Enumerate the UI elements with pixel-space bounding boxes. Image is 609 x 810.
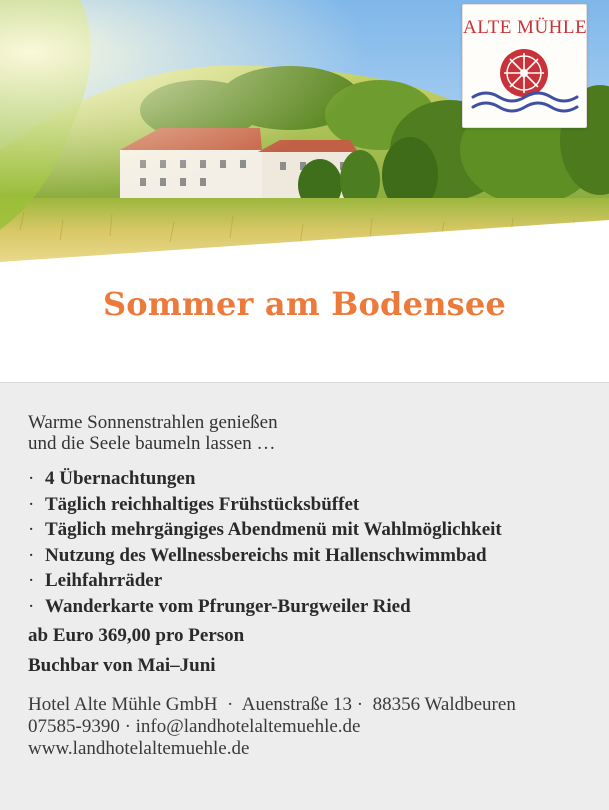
contact-line-phone-email [28, 716, 516, 738]
list-item [28, 466, 502, 492]
company-name: Hotel Alte Mühle GmbH [28, 694, 218, 715]
intro-line-1: Warme Sonnenstrahlen genießen [28, 412, 278, 433]
intro-line-2: und die Seele baumeln lassen … [28, 433, 276, 454]
price-text: ab Euro 369,00 pro Person [28, 625, 245, 646]
list-item [28, 568, 502, 594]
bullet: · [28, 570, 35, 591]
separator: · [226, 694, 234, 715]
feature-text: Täglich mehrgängiges Abendmenü mit Wahlmöglichkeit [45, 519, 502, 540]
hotel-logo [462, 4, 587, 128]
feature-text: Täglich reichhaltiges Frühstücksbüffet [45, 493, 360, 515]
list-item [28, 517, 502, 543]
logo-text: ALTE MÜHLE [463, 17, 588, 38]
bullet: · [28, 468, 35, 489]
bullet: · [28, 493, 35, 515]
feature-text: Wanderkarte vom Pfrunger-Burgweiler Ried [45, 595, 411, 617]
email-link[interactable]: info@landhotelaltemuehle.de [135, 716, 361, 737]
list-item [28, 492, 502, 518]
phone-number[interactable]: 07585-9390 [28, 716, 120, 737]
bullet: · [28, 544, 35, 566]
feature-text: Leihfahrräder [45, 570, 163, 591]
booking-period: Buchbar von Mai–Juni [28, 655, 216, 676]
separator: · [356, 694, 364, 715]
contact-line-address [28, 694, 516, 716]
feature-text: Nutzung des Wellnessbereichs mit Hallenschwimmbad [45, 544, 487, 566]
list-item [28, 543, 502, 569]
contact-block [28, 694, 516, 760]
website-link[interactable]: www.landhotelaltemuehle.de [28, 738, 250, 759]
feature-text: 4 Übernachtungen [45, 468, 196, 489]
features-list [28, 466, 502, 619]
intro-text [28, 412, 278, 454]
mill-wheel-icon [500, 49, 548, 97]
list-item [28, 594, 502, 620]
bullet: · [28, 519, 35, 540]
street-address: Auenstraße 13 [241, 694, 353, 715]
bullet: · [28, 595, 35, 617]
contact-line-web [28, 738, 516, 760]
page-title: Sommer am Bodensee [103, 285, 506, 323]
city: 88356 Waldbeuren [372, 694, 516, 715]
water-waves-icon [473, 93, 577, 111]
separator: · [124, 716, 131, 737]
